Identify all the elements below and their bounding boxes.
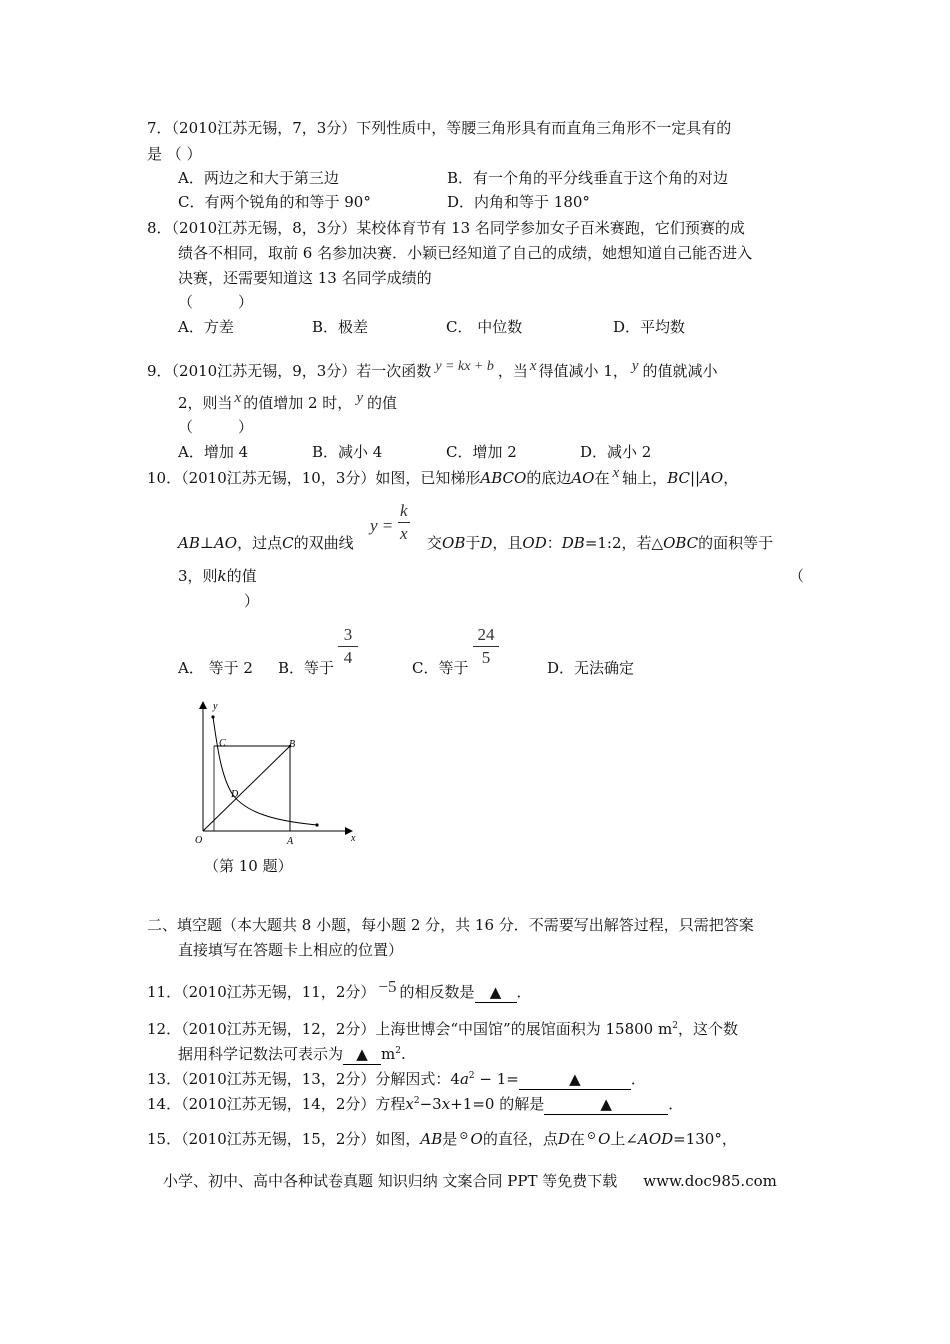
q10-parallel: || [689,469,701,487]
q15-t4: 上 [610,1130,626,1148]
q9-line2a: 2，则当 [178,394,233,412]
label-d: D [231,789,239,800]
segment-ob [203,746,290,831]
q10-ab-perp-ao: AB⊥AO [178,534,238,552]
q10-t2: 在 [594,469,610,487]
q10-figure-caption: （第 10 题） [204,857,293,875]
q10-paren-open: （ [789,567,805,585]
q14-answer-blank [544,1094,668,1115]
q13-end: ． [630,1070,646,1088]
q9-option-c: C．增加 2 [446,443,517,461]
q9-mid1: ，当 [497,362,528,380]
q8-stem-line2: 绩各不相同，取前 6 名参加决赛．小颖已经知道了自己的成绩，她想知道自己能否进入 [178,244,753,262]
label-c: C [219,738,226,749]
q10-formula-fraction [398,500,410,545]
q9-answer-paren: （ ） [178,418,254,436]
footer [163,1171,777,1191]
q15-t2: 的直径，点 [482,1130,558,1148]
label-x: x [351,833,356,844]
q10-formula-k: k [398,500,410,523]
q10-line2e: 于 [465,534,481,552]
q12-answer-blank [343,1044,381,1065]
label-o: O [195,835,203,846]
q12-end: . [400,1045,406,1063]
section2-heading-line1: 二、填空题（本大题共 8 小题，每小题 2 分，共 16 分．不需要写出解答过程，只需把答案 [147,916,754,934]
q15-t5: =130°， [673,1130,737,1148]
q14-end: ． [668,1095,684,1113]
q9-mid3: 的值就减小 [642,362,718,380]
q9-y: y [631,358,639,374]
curve-end-top [211,715,214,718]
q10-ao: AO [571,469,595,487]
q7-stem-line1: 7．（2010江苏无锡，7，3分）下列性质中，等腰三角形具有而直角三角形不一定具有的 [147,119,732,137]
q10-line2h: =1:2，若△ [584,534,664,552]
q8-answer-paren: （ ） [178,293,254,311]
q8-option-c: C． 中位数 [446,318,523,336]
q15-t3: 在 [569,1130,585,1148]
q10-option-b-fraction [338,624,358,669]
q8-option-b: B．极差 [312,318,369,336]
circle-symbol-icon-2: ⊙ [586,1129,597,1142]
q10-paren-close: ） [244,592,260,610]
q14 [147,1091,683,1115]
q14-x2: x [441,1095,451,1113]
q14-answer-mark: ▲ [600,1095,612,1113]
q9-x: x [529,358,537,374]
q10-option-c: C．等于 [412,659,469,677]
footer-text: 小学、初中、高中各种试卷真题 知识归纳 文案合同 PPT 等免费下载 [163,1172,618,1190]
q13-rest: − 1= [474,1070,519,1088]
q9-line2c: 的值 [366,394,397,412]
q11-end: ． [516,983,532,1001]
q10-comma: ， [723,469,739,487]
q15-o2: O [598,1130,611,1148]
q11-prefix: 11．（2010江苏无锡，11，2分） [147,983,376,1001]
label-b: B [289,739,296,750]
q9-y2: y [356,390,363,406]
q13-answer-mark: ▲ [569,1070,581,1088]
q11-suffix: 的相反数是 [399,983,475,1001]
q12-line2 [178,1041,406,1065]
q10-line2f: ，且 [492,534,523,552]
circle-symbol-icon: ⊙ [459,1129,469,1142]
q15-t1: 是 [442,1130,458,1148]
q9-x2: x [234,390,242,406]
q10-prefix: 10．（2010江苏无锡，10，3分）如图，已知梯形 [147,469,481,487]
q11-answer-blank [475,982,517,1003]
q10-line3b: 的值 [226,567,257,585]
q14-x: x [405,1095,414,1113]
q14-sup: 2 [413,1096,420,1106]
q10-stem-line2-right [427,533,773,553]
q10-x: x [612,465,620,481]
q10-stem-line3 [178,566,257,586]
q10-t3: 轴上， [622,469,668,487]
q10-line2c: 的双曲线 [293,534,354,552]
q10-line2b: ，过点 [237,534,283,552]
q10-line2d: 交 [427,534,443,552]
q10-stem-line1 [147,465,739,489]
q10-ob: OB [442,534,466,552]
q12-sup: 2 [672,1021,678,1031]
q11-answer-mark: ▲ [489,983,502,1001]
q9-line2b: 的值增加 2 时， [243,394,353,412]
q7-option-b: B．有一个角的平分线垂直于这个角的对边 [447,169,729,187]
q10-option-c-num: 24 [473,624,499,647]
q12-line2-text: 据用科学记数法可表示为 [178,1045,344,1063]
q10-obc: OBC [663,534,699,552]
q9-prefix: 9．（2010江苏无锡，9，3分）若一次函数 [147,362,432,380]
q10-line2g: ： [546,534,562,552]
q9-mid2: 得值减小 1， [538,362,628,380]
q15-d: D [557,1130,570,1148]
q7-option-a: A．两边之和大于第三边 [178,169,339,187]
q10-option-d: D．无法确定 [547,659,635,677]
q12-text-b: ，这个数 [677,1020,738,1038]
q15-o: O [470,1130,483,1148]
q10-stem-line2-left [178,533,354,553]
footer-url[interactable]: www.doc985.com [643,1172,777,1190]
q15-aod: ∠AOD [625,1130,674,1148]
q8-stem-line3: 决赛，还需要知道这 13 名同学成绩的 [178,269,432,287]
q10-ao2: AO [700,469,724,487]
q12-line1 [147,1016,738,1039]
label-a: A [287,836,294,847]
q13-sup: 2 [468,1071,475,1081]
q14-rest2: +1=0 的解是 [450,1095,545,1113]
q13-a: a [459,1070,469,1088]
q9-option-d: D．减小 2 [580,443,652,461]
q10-bc: BC [667,469,690,487]
q10-option-b-den: 4 [343,648,353,667]
q14-prefix: 14．（2010江苏无锡，14，2分）方程 [147,1095,406,1113]
q12-text: 12．（2010江苏无锡，12，2分）上海世博会“中国馆”的展馆面积为 15800 m [147,1020,673,1038]
q15 [147,1129,737,1151]
q9-stem-line2 [178,390,397,414]
q12-unit: m [381,1045,396,1063]
q10-formula-lhs: y = [370,516,394,535]
q10-c: C [282,534,294,552]
q15-prefix: 15．（2010江苏无锡，15，2分）如图， [147,1130,421,1148]
q10-figure [185,695,365,850]
q9-stem-line1 [147,358,718,383]
q11-number: −5 [378,977,397,996]
q13-answer-blank [519,1069,631,1090]
q7-option-c: C．有两个锐角的和等于 90° [178,193,371,211]
q10-formula-x: x [400,524,408,543]
section2-heading-line2: 直接填写在答题卡上相应的位置） [178,941,404,959]
q13-prefix: 13．（2010江苏无锡，13，2分）分解因式：4 [147,1070,460,1088]
q10-line2i: 的面积等于 [698,534,774,552]
q14-rest: −3 [419,1095,442,1113]
q10-k: k [217,567,227,585]
q10-t1: 的底边 [526,469,572,487]
q9-option-b: B．减小 4 [312,443,383,461]
y-axis-arrow [199,701,207,709]
q10-abco: ABCO [480,469,527,487]
q10-d: D [480,534,493,552]
q12-unit-sup: 2 [395,1046,401,1056]
q7-stem-line2: 是 （ ） [147,145,202,163]
q7-option-d: D．内角和等于 180° [447,193,590,211]
q9-function: y = kx + b [435,359,494,374]
q8-option-a: A．方差 [178,318,234,336]
q8-option-d: D．平均数 [613,318,686,336]
q8-stem-line1: 8．（2010江苏无锡，8，3分）某校体育节有 13 名同学参加女子百米赛跑，它们预赛的成 [147,219,745,237]
q10-line3a: 3，则 [178,567,218,585]
q10-option-b: B．等于 [278,659,335,677]
q10-option-c-den: 5 [481,648,491,667]
curve-end-right [315,823,318,826]
q10-option-a: A． 等于 2 [178,659,253,677]
q9-option-a: A．增加 4 [178,443,249,461]
q10-option-c-fraction [473,624,499,669]
q10-option-b-num: 3 [338,624,358,647]
q10-db: DB [561,534,585,552]
q10-od: OD [522,534,547,552]
q13 [147,1066,646,1090]
q12-answer-mark: ▲ [356,1045,368,1063]
q11 [147,977,532,1003]
label-y: y [213,701,218,712]
q15-ab: AB [420,1130,443,1148]
